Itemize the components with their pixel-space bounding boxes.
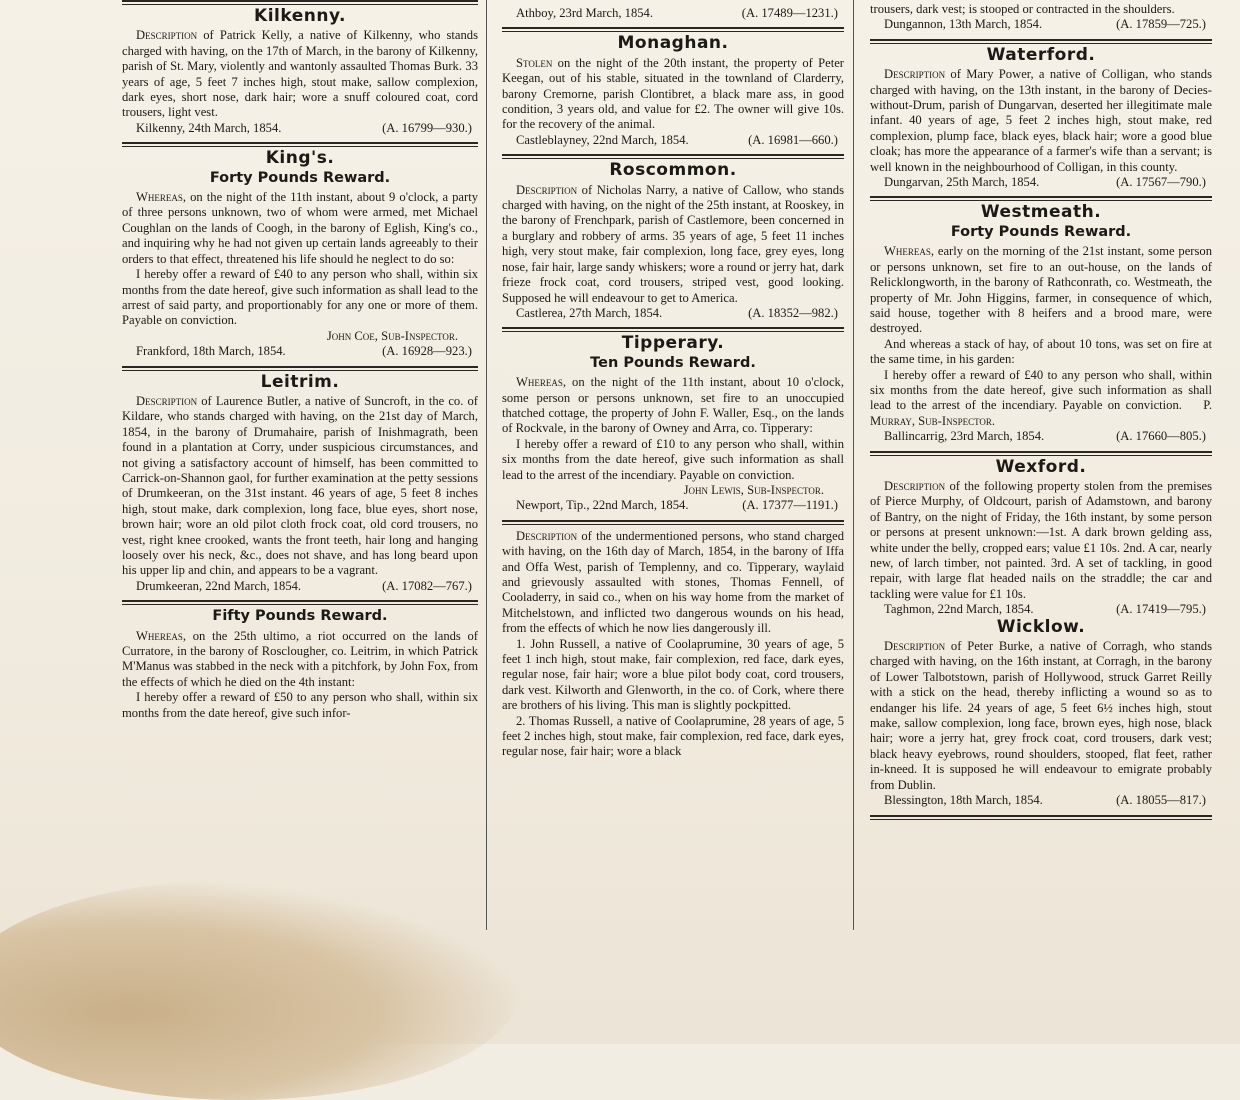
county-heading: Leitrim. [260,371,340,392]
dateline: Dungarvan, 25th March, 1854. (A. 17567—790.) [884,175,1206,190]
reward-heading: Ten Pounds Reward. [590,354,756,371]
signature: P. Murray, Sub-Inspector. [870,398,1212,428]
reward-heading: Fifty Pounds Reward. [212,608,388,625]
reward-offer: I hereby offer a reward of £40 to any person who shall, within six months from the date hereof, give such information as shall lead to the arrest of the incendiary. Payable on conviction. P. Murray, Sub-Inspector. [870,367,1212,428]
notice-text: Description of Mary Power, a native of Colligan, who stands charged with having, on the 13th instant, in the barony of Decies-without-Drum, parish of Dungarvan, deserted her illegitimate male infant. 40 years of age, 5 feet 2 inches high, stout make, red complexion, plump face, black eyes, black hair; wore a good blue cloak; has more the appearance of a farmer's wife than a servant; is well known in the neighbourhood of Colligan, in this county. [870,67,1212,174]
notice-text: Whereas, early on the morning of the 21st instant, some person or persons unknown, set fire to an out-house, on the lands of Relicklongworth, in the barony of Rathconrath, co. Westmeath, the property of Mr. John Higgins, farmer, in consequence of which, said house, together with 8 heifers and a brood mare, were destroyed. [870,244,1212,336]
dateline: Frankford, 18th March, 1854. (A. 16928—923.) [136,344,472,359]
dateline: Castleblayney, 22nd March, 1854. (A. 16981—660.) [516,132,838,147]
notice-text: Whereas, on the night of the 11th instant, about 10 o'clock, some person or persons unknown, set fire to an unoccupied thatched cottage, the property of John F. Waller, Esq., on the lands of Rockvale, in the barony of Owney and Arra, co. Tipperary: [502,375,844,436]
section-rule [502,520,844,525]
suspect-description: 2. Thomas Russell, a native of Coolaprumine, 28 years of age, 5 feet 2 inches high, stout make, fair complexion, red face, dark eyes, regular nose, fair hair; wore a black [502,713,844,759]
county-heading: Westmeath. [980,202,1102,223]
column-1 [122,0,478,721]
column-2 [502,0,844,760]
section-rule [502,327,844,332]
county-heading: Monaghan. [617,33,729,54]
county-heading: Tipperary. [621,333,725,354]
section-rule [122,600,478,605]
notice-text: trousers, dark vest; is stooped or contracted in the shoulders. [870,2,1175,16]
county-heading: Roscommon. [609,160,737,181]
notice-text: Description of Peter Burke, a native of Corragh, who stands charged with having, on the 16th instant, at Corragh, in the barony of Lower Talbotstown, parish of Hollywood, struck Garret Reilly with a stick on the head, thereby inflicting a wound so as to endanger his life. 24 years of age, 5 feet 6½ inches high, stout make, sallow complexion, long face, brown eyes, high nose, black hair; wore a jerry hat, grey frock coat, cord trousers, dark vest; black heavy eyebrows, round shoulders, stooped, flat feet, rather in-kneed. It is supposed he will endeavour to emigrate probably from Dublin. [870,639,1212,792]
section-rule [122,142,478,147]
notice-text: Whereas, on the night of the 11th instant, about 9 o'clock, a party of three persons unknown, two of whom were armed, met Michael Coughlan on the lands of Coogh, in the barony of Eglish, King's co., and inquiring why he had not given up certain lands agreeably to their orders to that effect, threatened his life should he neglect to do so: [122,190,478,266]
dateline: Blessington, 18th March, 1854. (A. 18055—817.) [884,793,1206,808]
county-heading: Wexford. [995,456,1087,477]
suspect-description: 1. John Russell, a native of Coolaprumine, 30 years of age, 5 feet 1 inch high, stout make, fair complexion, red face, dark eyes, regular nose, fair hair; wore a blue pilot body coat, cord trousers, dark vest. Kilworth and Glenworth, in the co. of Cork, where there are brothers of his living. This man is slightly pockpitted. [502,636,844,713]
section-rule [870,196,1212,201]
signature: John Coe, Sub-Inspector. [326,328,458,343]
dateline: Taghmon, 22nd March, 1854. (A. 17419—795.) [884,602,1206,617]
signature: John Lewis, Sub-Inspector. [683,482,824,497]
dateline: Dungannon, 13th March, 1854. (A. 17859—725.) [884,17,1206,32]
section-rule [870,451,1212,456]
reward-heading: Forty Pounds Reward. [209,169,391,186]
column-3 [870,0,1212,824]
section-rule [502,154,844,159]
section-rule [870,39,1212,44]
county-heading: King's. [265,148,335,169]
dateline: Drumkeeran, 22nd March, 1854. (A. 17082—767.) [136,578,472,593]
dateline: Kilkenny, 24th March, 1854. (A. 16799—930.) [136,120,472,135]
notice-text: Description of Nicholas Narry, a native of Callow, who stands charged with having, on the night of the 25th instant, at Rooskey, in the barony of Frenchpark, parish of Castlemore, been concerned in a burglary and robbery of arms. 35 years of age, 5 feet 11 inches high, very stout make, fair complexion, long face, grey eyes, long nose, fair hair, large sandy whiskers; wore a round or jerry hat, dark frieze frock coat, cord trousers, striped vest, good looking. Supposed he will endeavour to get to America. [502,182,844,305]
column-divider [486,0,487,930]
notice-text: And whereas a stack of hay, of about 10 tons, was set on fire at the same time, in his garden: [870,336,1212,367]
reward-heading: Forty Pounds Reward. [950,223,1132,240]
notice-text: Whereas, on the 25th ultimo, a riot occurred on the lands of Curratore, in the barony of Rosclougher, co. Leitrim, in which Patrick M'Manus was stabbed in the neck with a pitchfork, by John Fox, from the effects of which he died on the 4th instant: [122,628,478,689]
reward-offer: I hereby offer a reward of £10 to any person who shall, within six months from the date hereof, give such information as shall lead to the arrest of the incendiary. Payable on conviction. [502,436,844,482]
reward-offer: I hereby offer a reward of £40 to any person who shall, within six months from the date hereof, give such information as shall lead to the arrest of said party, and proportionably for any one or more of them. Payable on conviction. [122,267,478,328]
county-heading: Kilkenny. [254,6,346,26]
column-divider [853,0,854,930]
notice-text: Stolen on the night of the 20th instant, the property of Peter Keegan, out of his stable, situated in the townland of Clarderry, barony Cremorne, parish Clontibret, a black mare ass, in good condition, 3 years old, and value for £2. The owner will give 10s. for the recovery of the animal. [502,55,844,132]
dateline: Ballincarrig, 23rd March, 1854. (A. 17660—805.) [884,429,1206,444]
section-rule [870,815,1212,820]
section-rule [122,366,478,371]
notice-text: Description of Laurence Butler, a native of Suncroft, in the co. of Kildare, who stands charged with having, on the 21st day of March, 1854, in the barony of Drumahaire, parish of Inishmagrath, been found in a plantation at Corry, under suspicious circumstances, and not giving a satisfactory account of himself, has been committed to Carrick-on-Shannon gaol, for further examination at the petty sessions of Drumkeeran, on the 31st instant. 46 years of age, 5 feet 8 inches high, stout make, dark complexion, long face, blue eyes, short nose, brown hair; wore an old pilot cloth frock coat, old cord trousers, no vest, right knee crooked, wants the front teeth, hair long and hanging loosely over his neck, &c., does not shave, and has long beard upon his upper lip and chin, and appears to be a vagrant. [122,393,478,578]
county-heading: Wicklow. [996,616,1086,637]
notice-text: Description of Patrick Kelly, a native of Kilkenny, who stands charged with having, on the 17th of March, in the barony of Kilkenny, parish of St. Mary, violently and wantonly assaulted Thomas Burk. 33 years of age, 5 feet 7 inches high, stout make, sallow complexion, dark eyes, short nose, dark hair; wore a snuff coloured coat, cord trousers, light vest. [122,28,478,120]
paper-stain [0,880,520,1100]
dateline: Newport, Tip., 22nd March, 1854. (A. 17377—1191.) [516,498,838,513]
county-heading: Waterford. [986,44,1096,65]
section-rule [122,0,478,5]
dateline: Castlerea, 27th March, 1854. (A. 18352—982.) [516,305,838,320]
dateline: Athboy, 23rd March, 1854. (A. 17489—1231.) [516,6,838,20]
reward-offer: I hereby offer a reward of £50 to any person who shall, within six months from the date hereof, give such infor- [122,690,478,720]
section-rule [502,27,844,32]
notice-text: Description of the following property stolen from the premises of Pierce Murphy, of Oldcourt, parish of Adamstown, and barony of Bantry, on the night of Friday, the 16th instant, by some person or persons at present unknown:—1st. A dark brown gelding ass, white under the belly, cropped ears; value £1 10s. 2nd. A car, nearly new, of larch timber, not painted. 3rd. A set of tackling, in good repair, with large flat headed nails on the straddle; the car and tackling were value for £1 10s. [870,478,1212,601]
notice-text: Description of the undermentioned persons, who stand charged with having, on the 16th day of March, 1854, in the barony of Iffa and Offa West, parish of Templenny, and co. Tipperary, waylaid and grievously assaulted with stones, Thomas Fennell, of Cooladerry, in said co., when on his way home from the market of Mitchelstown, and inflicted two dangerous wounds on his head, from the effects of which he now lies dangerously ill. [502,528,844,636]
